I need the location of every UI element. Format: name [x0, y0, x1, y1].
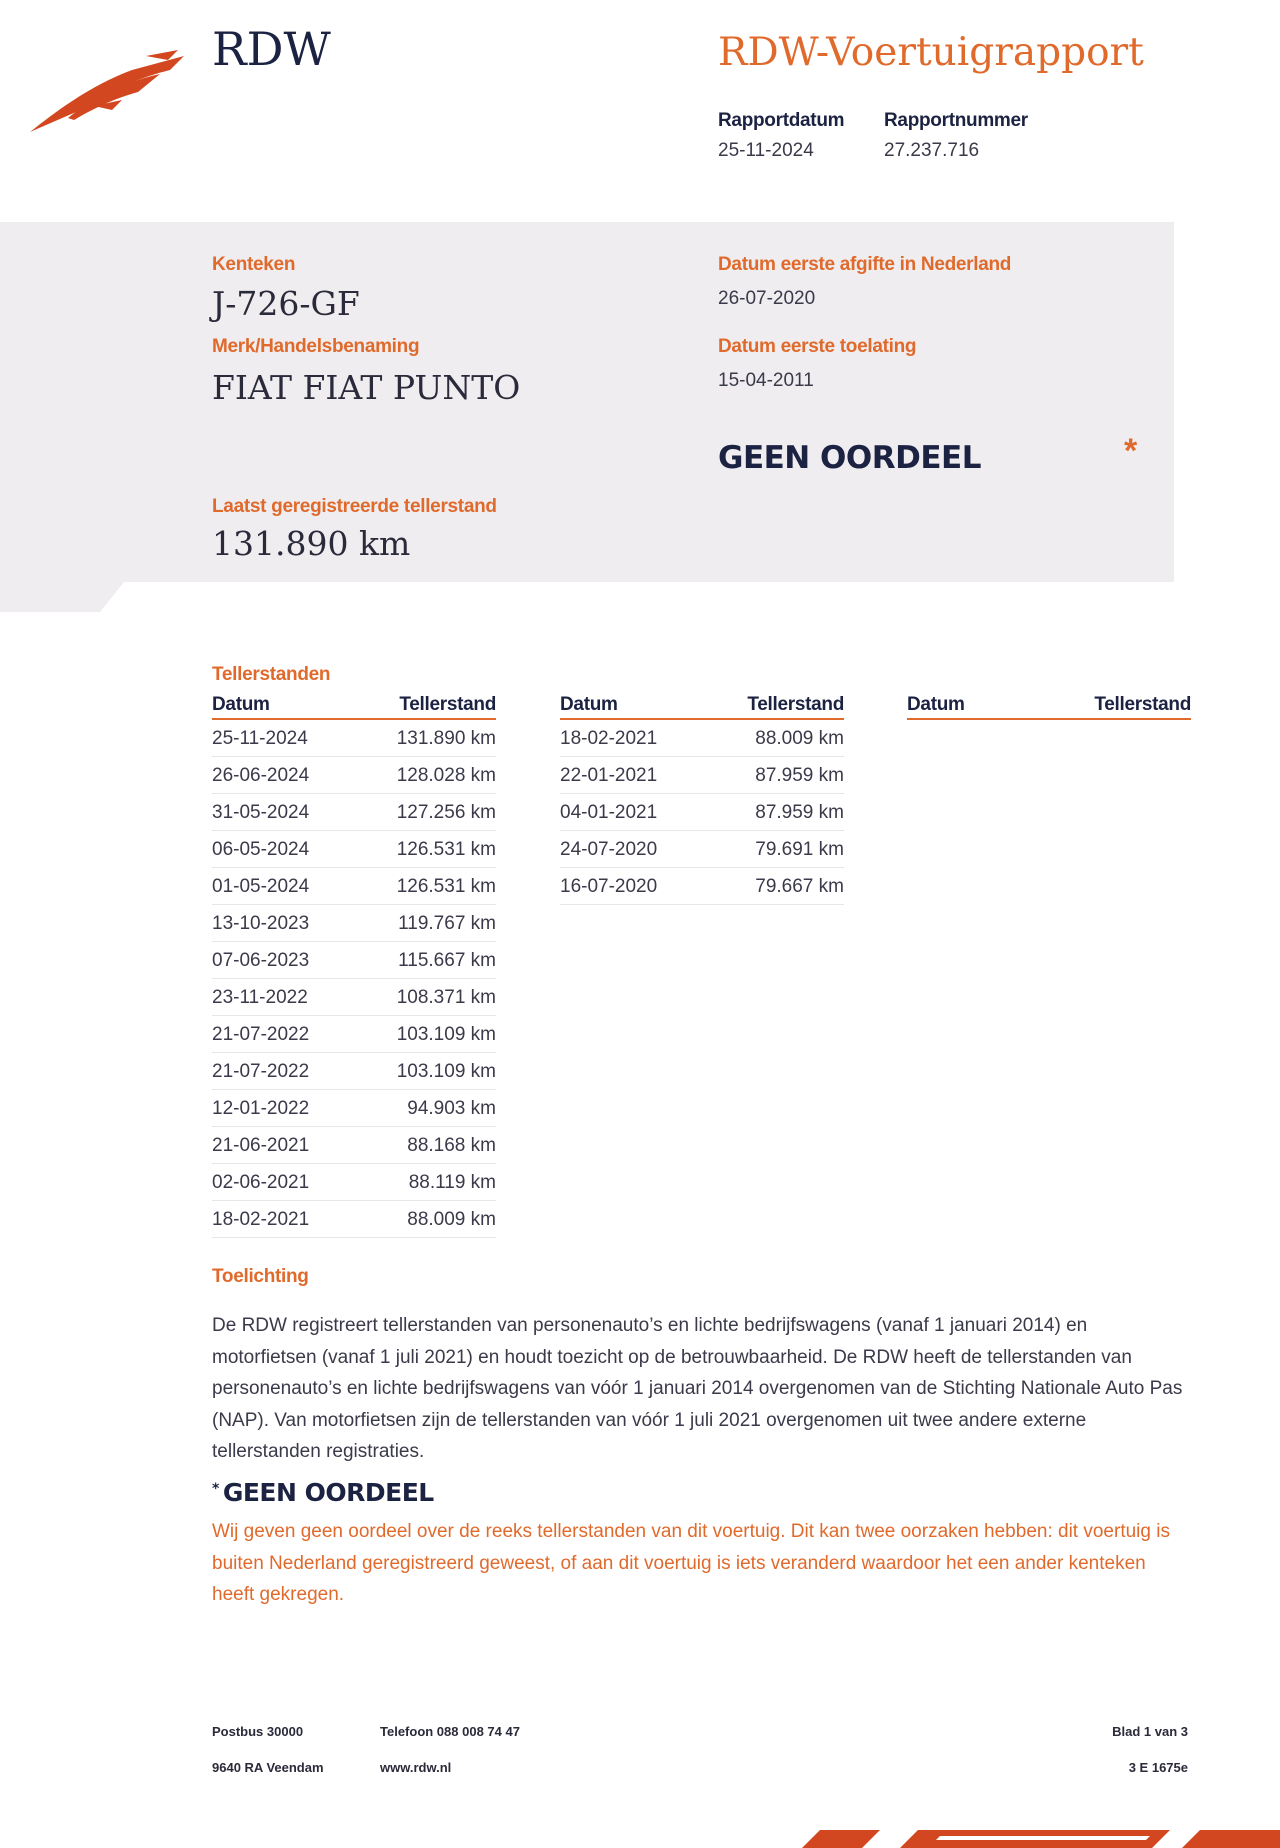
odometer-reading: 88.009 km	[755, 728, 844, 749]
odometer-reading: 79.691 km	[755, 839, 844, 860]
make-value: FIAT FIAT PUNTO	[212, 368, 521, 407]
odometer-row	[212, 831, 496, 868]
footer-phone: Telefoon 088 008 74 47	[380, 1724, 520, 1739]
odometer-table-header	[212, 694, 496, 720]
odometer-row	[212, 1201, 496, 1238]
reading-column-header: Tellerstand	[399, 694, 496, 715]
odometer-row	[560, 868, 844, 905]
footer-page-number: Blad 1 van 3	[1112, 1724, 1188, 1739]
odometer-date: 06-05-2024	[212, 839, 310, 860]
report-date-value: 25-11-2024	[718, 140, 814, 161]
odometer-date: 31-05-2024	[212, 802, 310, 823]
odometer-row	[212, 1164, 496, 1201]
odometer-date: 01-05-2024	[212, 876, 310, 897]
report-number-label: Rapportnummer	[884, 110, 1028, 131]
brand-name: RDW	[212, 22, 331, 76]
date-column-header: Datum	[907, 694, 965, 715]
odometer-reading: 79.667 km	[755, 876, 844, 897]
first-admission-value: 15-04-2011	[718, 370, 814, 391]
odometer-date: 22-01-2021	[560, 765, 658, 786]
odometer-reading: 103.109 km	[396, 1061, 496, 1082]
verdict-asterisk: *	[1124, 432, 1138, 470]
odometer-row	[560, 794, 844, 831]
odometer-reading: 108.371 km	[396, 987, 496, 1008]
odometer-row	[212, 979, 496, 1016]
odometer-date: 12-01-2022	[212, 1098, 310, 1119]
odometer-reading: 126.531 km	[396, 876, 496, 897]
footer-city: 9640 RA Veendam	[212, 1760, 324, 1775]
odometer-date: 21-06-2021	[212, 1135, 310, 1156]
odometer-date: 16-07-2020	[560, 876, 658, 897]
first-nl-label: Datum eerste afgifte in Nederland	[718, 254, 1012, 275]
odometer-row	[560, 720, 844, 757]
odometer-reading: 126.531 km	[396, 839, 496, 860]
odometer-date: 25-11-2024	[212, 728, 308, 749]
odometer-row	[212, 720, 496, 757]
odometer-reading: 88.009 km	[407, 1209, 496, 1230]
odometer-reading: 94.903 km	[407, 1098, 496, 1119]
no-judgement-asterisk: *	[212, 1481, 219, 1497]
report-number-value: 27.237.716	[884, 140, 980, 161]
odometer-row	[212, 905, 496, 942]
odometer-date: 07-06-2023	[212, 950, 310, 971]
last-odometer-label: Laatst geregistreerde tellerstand	[212, 496, 497, 517]
odometer-row	[212, 942, 496, 979]
odometer-section-title: Tellerstanden	[212, 664, 331, 685]
footer-document-code: 3 E 1675e	[1128, 1760, 1188, 1775]
explanation-text: De RDW registreert tellerstanden van personenauto’s en lichte bedrijfswagens (vanaf 1 januari 2014) en motorfietsen (vanaf 1 juli 2021) en houdt toezicht op de betrouwbaarheid. De RDW heeft de tellerstanden van personenauto’s en lichte bedrijfswagens van vóór 1 januari 2014 overgenomen van de Stichting Nationale Auto Pas (NAP). Van motorfietsen zijn de tellerstanden van vóór 1 juli 2021 overgenomen uit twee andere externe tellerstanden registraties.	[212, 1315, 1183, 1462]
odometer-reading: 88.168 km	[407, 1135, 496, 1156]
odometer-table-body	[560, 720, 844, 905]
odometer-table-header	[907, 694, 1191, 720]
odometer-row	[560, 831, 844, 868]
odometer-date: 18-02-2021	[560, 728, 658, 749]
odometer-row	[212, 868, 496, 905]
footer-website-link[interactable]: www.rdw.nl	[380, 1760, 452, 1775]
odometer-reading: 127.256 km	[396, 802, 496, 823]
odometer-date: 23-11-2022	[212, 987, 308, 1008]
odometer-row	[212, 1090, 496, 1127]
odometer-date: 18-02-2021	[212, 1209, 310, 1230]
odometer-date: 24-07-2020	[560, 839, 658, 860]
last-odometer-value: 131.890 km	[212, 524, 411, 563]
odometer-row	[212, 757, 496, 794]
reading-column-header: Tellerstand	[1094, 694, 1191, 715]
no-judgement-title: GEEN OORDEEL	[222, 1478, 434, 1507]
explanation-title: Toelichting	[212, 1266, 309, 1287]
odometer-reading: 131.890 km	[396, 728, 496, 749]
odometer-table-2	[560, 694, 844, 905]
plate-label: Kenteken	[212, 254, 296, 275]
footer-postbus: Postbus 30000	[212, 1724, 304, 1739]
verdict-title: GEEN OORDEEL	[718, 440, 981, 476]
no-judgement-text: Wij geven geen oordeel over de reeks tellerstanden van dit voertuig. Dit kan twee oorzaken hebben: dit voertuig is buiten Nederland geregistreerd geweest, of aan dit voertuig is iets veranderd waardoor het een ander kenteken heeft gekregen.	[212, 1521, 1170, 1605]
date-column-header: Datum	[212, 694, 270, 715]
odometer-row	[212, 1053, 496, 1090]
odometer-table-3	[907, 694, 1191, 720]
odometer-row	[212, 794, 496, 831]
odometer-date: 13-10-2023	[212, 913, 310, 934]
odometer-row	[212, 1016, 496, 1053]
odometer-table-body	[212, 720, 496, 1238]
report-title: RDW-Voertuigrapport	[718, 30, 1144, 75]
odometer-date: 04-01-2021	[560, 802, 658, 823]
odometer-table-1	[212, 694, 496, 1238]
rdw-logo	[28, 48, 188, 139]
report-date-label: Rapportdatum	[718, 110, 845, 131]
odometer-row	[560, 757, 844, 794]
odometer-reading: 103.109 km	[396, 1024, 496, 1045]
odometer-reading: 115.667 km	[398, 950, 496, 971]
odometer-reading: 87.959 km	[755, 765, 844, 786]
odometer-reading: 88.119 km	[408, 1172, 496, 1193]
footer-stripe-graphic	[790, 1828, 1280, 1848]
odometer-date: 21-07-2022	[212, 1024, 310, 1045]
odometer-reading: 87.959 km	[755, 802, 844, 823]
date-column-header: Datum	[560, 694, 618, 715]
make-label: Merk/Handelsbenaming	[212, 336, 420, 357]
first-nl-value: 26-07-2020	[718, 288, 816, 309]
odometer-date: 26-06-2024	[212, 765, 310, 786]
plate-value: J-726-GF	[212, 284, 360, 323]
odometer-date: 21-07-2022	[212, 1061, 310, 1082]
reading-column-header: Tellerstand	[747, 694, 844, 715]
odometer-table-header	[560, 694, 844, 720]
odometer-reading: 119.767 km	[398, 913, 496, 934]
first-admission-label: Datum eerste toelating	[718, 336, 917, 357]
vehicle-summary-panel	[0, 222, 1174, 612]
odometer-date: 02-06-2021	[212, 1172, 310, 1193]
no-judgement-heading	[212, 1478, 434, 1507]
odometer-row	[212, 1127, 496, 1164]
panel-background	[0, 222, 1174, 612]
odometer-reading: 128.028 km	[396, 765, 496, 786]
